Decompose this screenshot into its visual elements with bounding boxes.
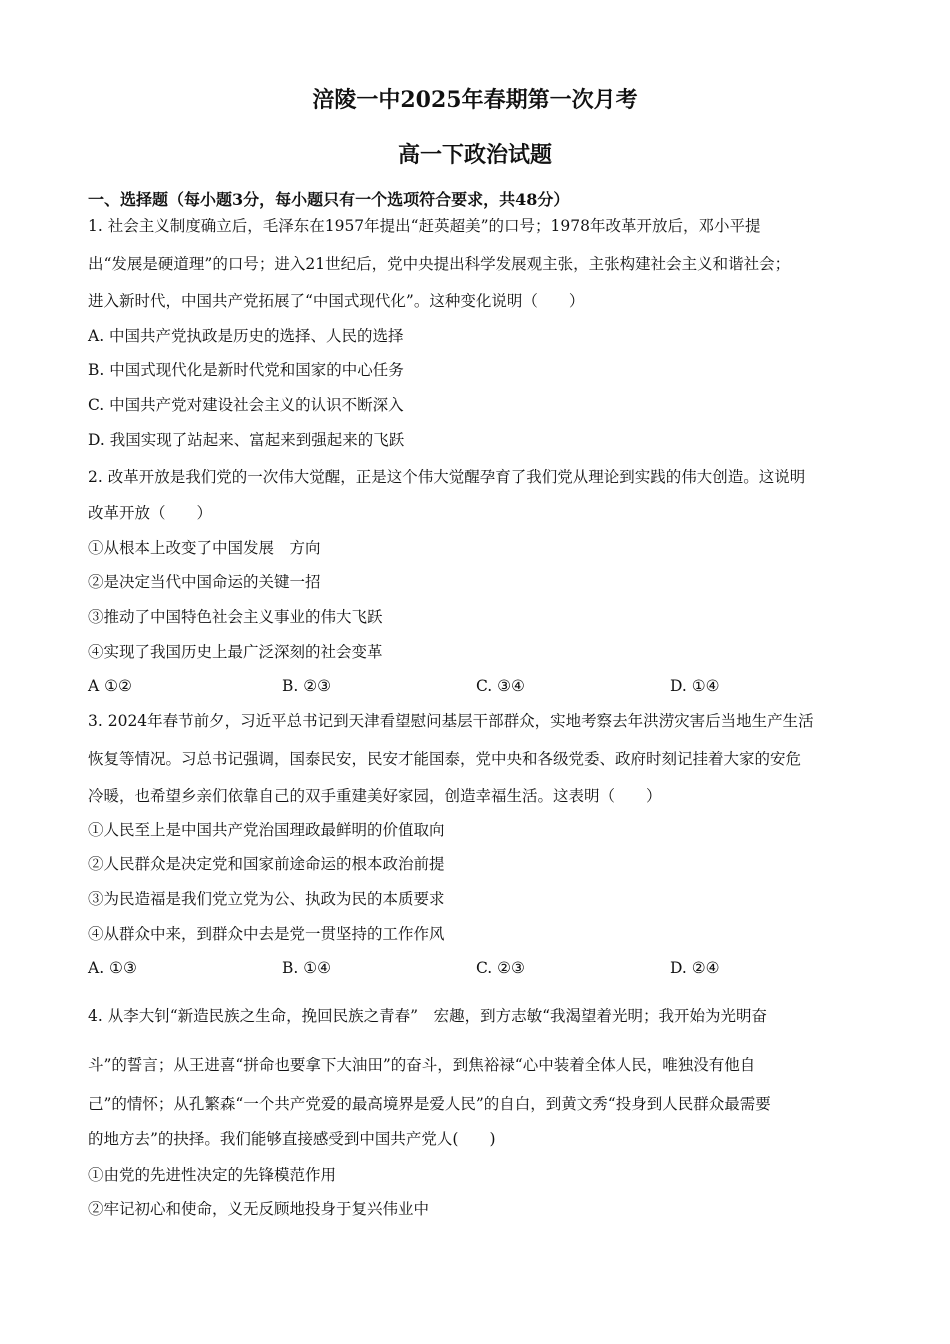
q3-stem-line: 3. 2024年春节前夕，习近平总书记到天津看望慰问基层干部群众，实地考察去年洪涝灾害后当地生产生活 [88, 712, 814, 730]
q4-item-2: ②牢记初心和使命，义无反顾地投身于复兴伟业中 [88, 1200, 430, 1218]
q2-item-4: ④实现了我国历史上最广泛深刻的社会变革 [88, 643, 383, 661]
q4-stem-line: 4. 从李大钊“新造民族之生命，挽回民族之青春” 宏趣，到方志敏“我渴望着光明；我开始为光明奋 [88, 1007, 767, 1025]
q1-stem-line: 进入新时代，中国共产党拓展了“中国式现代化”。这种变化说明（ ） [88, 292, 585, 310]
q1-stem-line: 1. 社会主义制度确立后，毛泽东在1957年提出“赶英超美”的口号；1978年改革开放后，邓小平提 [88, 217, 761, 235]
q1-stem-line: 出“发展是硬道理”的口号；进入21世纪后，党中央提出科学发展观主张，主张构建社会主义和谐社会； [88, 255, 791, 273]
q3-item-4: ④从群众中来，到群众中去是党一贯坚持的工作作风 [88, 925, 445, 943]
q2-choice-a: A ①② [88, 677, 132, 695]
q3-item-1: ①人民至上是中国共产党治国理政最鲜明的价值取向 [88, 821, 445, 839]
q2-stem-line: 改革开放（ ） [88, 504, 213, 522]
q3-stem-line: 恢复等情况。习总书记强调，国泰民安，民安才能国泰，党中央和各级党委、政府时刻记挂着大家的安危 [88, 750, 802, 768]
q2-choice-b: B. ②③ [282, 677, 332, 695]
q1-option-c: C. 中国共产党对建设社会主义的认识不断深入 [88, 396, 404, 414]
q3-choice-b: B. ①④ [282, 959, 332, 977]
exam-title: 涪陵一中2025年春期第一次月考 [312, 87, 638, 113]
q3-choice-c: C. ②③ [476, 959, 525, 977]
q4-item-1: ①由党的先进性决定的先锋模范作用 [88, 1166, 337, 1184]
q4-stem-line: 的地方去”的抉择。我们能够直接感受到中国共产党人( ) [88, 1130, 496, 1148]
q3-stem-line: 冷暖，也希望乡亲们依靠自己的双手重建美好家园，创造幸福生活。这表明（ ） [88, 787, 662, 805]
q3-choice-d: D. ②④ [670, 959, 720, 977]
q2-item-1: ①从根本上改变了中国发展 方向 [88, 539, 321, 557]
q2-stem-line: 2. 改革开放是我们党的一次伟大觉醒，正是这个伟大觉醒孕育了我们党从理论到实践的伟大创造。这说明 [88, 468, 806, 486]
q3-item-3: ③为民造福是我们党立党为公、执政为民的本质要求 [88, 890, 445, 908]
q3-item-2: ②人民群众是决定党和国家前途命运的根本政治前提 [88, 855, 445, 873]
q2-choice-c: C. ③④ [476, 677, 525, 695]
q1-option-b: B. 中国式现代化是新时代党和国家的中心任务 [88, 361, 404, 379]
q4-stem-line: 己”的情怀；从孔繁森“一个共产党爱的最高境界是爱人民”的自白，到黄文秀“投身到人民群众最需要 [88, 1095, 771, 1113]
exam-subtitle: 高一下政治试题 [397, 142, 552, 168]
q4-stem-line: 斗”的誓言；从王进喜“拼命也要拿下大油田”的奋斗，到焦裕禄“心中装着全体人民，唯独没有他自 [88, 1056, 756, 1074]
q1-option-d: D. 我国实现了站起来、富起来到强起来的飞跃 [88, 431, 405, 449]
q2-item-2: ②是决定当代中国命运的关键一招 [88, 573, 321, 591]
q2-item-3: ③推动了中国特色社会主义事业的伟大飞跃 [88, 608, 383, 626]
q3-choice-a: A. ①③ [88, 959, 137, 977]
q1-option-a: A. 中国共产党执政是历史的选择、人民的选择 [88, 327, 404, 345]
q2-choice-d: D. ①④ [670, 677, 720, 695]
section-heading: 一、选择题（每小题3分，每小题只有一个选项符合要求，共48分） [88, 190, 570, 209]
